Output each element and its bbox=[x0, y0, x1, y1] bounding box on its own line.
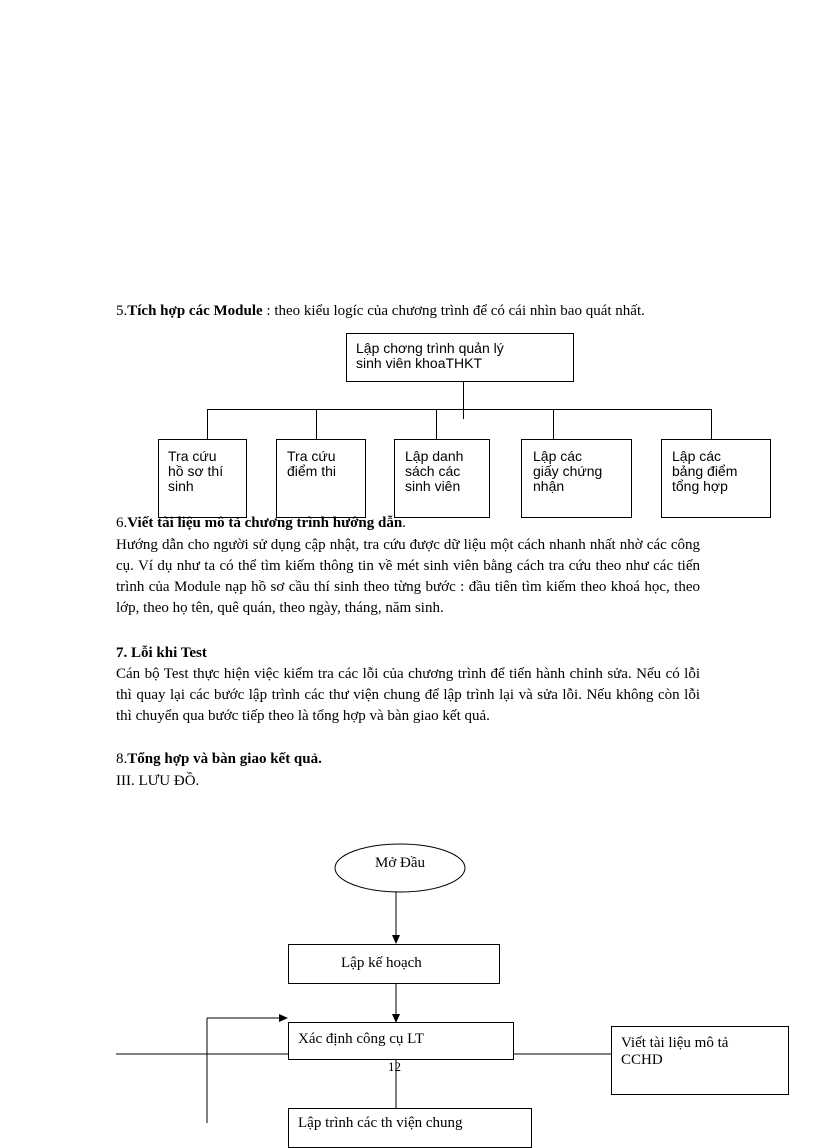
side-doc-label: Viết tài liệu mô tả CCHD bbox=[621, 1035, 729, 1068]
section-8-title: Tổng hợp và bàn giao kết quả. bbox=[127, 751, 322, 767]
section-6-title: Viết tài liệu mô tả chương trình hướng dẫn bbox=[127, 515, 403, 531]
section-6-number: 6. bbox=[116, 515, 128, 531]
section-5-text: : theo kiểu logíc của chương trình để có cái nhìn bao quát nhất. bbox=[262, 303, 645, 319]
step-tools-label: Xác định công cụ LT bbox=[298, 1031, 425, 1047]
step-library bbox=[288, 1108, 532, 1148]
start-node-label: Mở Đầu bbox=[374, 855, 425, 871]
section-5-number: 5. bbox=[116, 303, 128, 319]
start-node bbox=[335, 855, 465, 885]
section-6-body: Hướng dẫn cho người sử dụng cập nhật, tra cứu được dữ liệu một cách nhanh nhất nhờ các công cụ. Ví dụ như ta có thể tìm kiếm thông tin về mét sinh viên bằng cách tra cứu theo như các tiến trình của Module nạp hồ sơ cầu thí sinh theo từng bước : đầu tiên tìm kiếm theo khoá học, theo lớp, theo họ tên, quê quán, theo ngày, tháng, năm sinh. bbox=[116, 537, 700, 616]
module-child-3-label: Lập danh sách các sinh viên bbox=[405, 448, 464, 494]
module-child-2-label: Tra cứu điểm thi bbox=[287, 448, 337, 479]
section-7-body: Cán bộ Test thực hiện việc kiểm tra các lỗi của chương trình để tiến hành chỉnh sửa. Nếu có lỗi thì quay lại các bước lập trình các thư viện chung để lập trình lại và sửa lỗi. Nếu không còn lỗi thì chuyển qua bước tiếp theo là tổng hợp và bàn giao kết quả. bbox=[116, 666, 700, 724]
module-chart-root-label: Lập chơng trình quản lý sinh viên khoaTHKT bbox=[356, 340, 504, 371]
section-6-title-end: . bbox=[402, 515, 406, 531]
section-8-number: 8. bbox=[116, 751, 128, 767]
step-plan-label: Lập kế hoạch bbox=[341, 955, 422, 971]
page-number: 12 bbox=[388, 1059, 401, 1074]
module-child-4-label: Lập các giấy chứng nhận bbox=[533, 448, 603, 494]
side-doc-box bbox=[611, 1026, 789, 1095]
arrowhead-loop bbox=[279, 1014, 288, 1022]
section-3-heading: III. LƯU ĐỒ. bbox=[116, 773, 200, 789]
module-child-5-label: Lập các bảng điểm tổng hợp bbox=[672, 448, 738, 494]
arrowhead-1 bbox=[392, 935, 400, 944]
section-5-title: Tích hợp các Module bbox=[127, 303, 263, 319]
step-library-label: Lập trình các th viện chung bbox=[298, 1115, 463, 1131]
section-7-title: 7. Lỗi khi Test bbox=[116, 645, 207, 661]
module-child-1-label: Tra cứu hồ sơ thí sinh bbox=[168, 448, 224, 494]
step-plan bbox=[288, 944, 500, 984]
step-tools bbox=[288, 1022, 514, 1060]
